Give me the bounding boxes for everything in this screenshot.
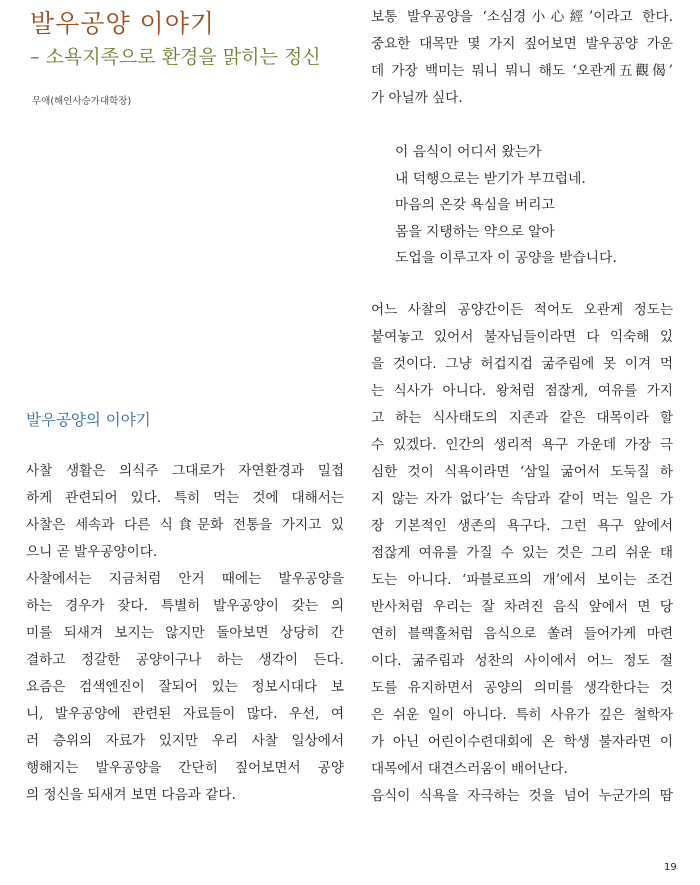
verse-line: 몸을 지탱하는 약으로 알아 [395,223,555,240]
body-line: 심한 것이 식욕이라면 ‘삼일 굶어서 도둑질 하 [371,464,673,480]
body-line: 중요한 대목만 몇 가지 짚어보면 발우공양 가운 [371,36,673,52]
body-line: 미를 되새겨 보지는 않지만 돌아보면 상당히 간 [26,625,344,641]
right-column-body [371,297,673,810]
body-line: 반사처럼 우리는 잘 차려진 음식 앞에서 면 당 [371,599,673,615]
body-line: 고 하는 식사태도의 지존과 같은 대목이라 할 [371,410,673,426]
body-line: 하는 경우가 잦다. 특별히 발우공양이 갖는 의 [26,598,344,614]
body-line: 행해지는 발우공양을 간단히 짚어보면서 공양 [26,760,344,776]
body-line: 어느 사찰의 공양간이든 적어도 오관게 정도는 [371,302,673,318]
verse-line: 이 음식이 어디서 왔는가 [395,144,542,160]
body-line: 하게 관련되어 있다. 특히 먹는 것에 대해서는 [26,490,344,506]
body-line: 러 층위의 자료가 있지만 우리 사찰 일상에서 [26,733,344,749]
article-subtitle: – 소욕지족으로 환경을 맑히는 정신 [30,46,321,68]
body-line: 수 있겠다. 인간의 생리적 욕구 가운데 가장 극 [371,437,673,453]
page-number: 19 [664,862,677,873]
body-line: 사찰에서는 지금처럼 안거 때에는 발우공양을 [26,571,344,587]
article-title: 발우공양 이야기 [30,9,215,38]
body-line: 으니 곧 발우공양이다. [26,544,158,560]
body-line: 은 쉬운 일이 아니다. 특히 사유가 깊은 철학자 [371,707,673,723]
section-heading: 발우공양의 이야기 [26,411,151,429]
body-line: 지 않는 자가 없다’는 속담과 같이 먹는 일은 가 [371,491,673,507]
verse-block [395,139,675,272]
body-line: 이다. 굶주림과 성찬의 사이에서 어느 정도 절 [371,653,673,669]
body-line: 가 아닐까 싶다. [371,90,463,106]
author-credit: 무애(해인사승가대학장) [32,96,132,107]
body-line: 도를 유지하면서 공양의 의미를 생각한다는 것 [371,680,673,696]
body-line: 데 가장 백미는 뭐니 뭐니 해도 ‘오관게五觀偈’ [371,63,673,79]
verse-line: 마음의 온갖 욕심을 버리고 [395,197,555,213]
body-line: 가 아닌 어린이수련대회에 온 학생 불자라면 이 [371,734,673,750]
body-line: 사찰 생활은 의식주 그대로가 자연환경과 밀접 [26,463,344,479]
body-line: 사찰은 세속과 다른 식食문화 전통을 가지고 있 [26,517,344,533]
body-line: 을 것이다. 그냥 허겁지겁 굶주림에 못 이겨 먹 [371,356,673,372]
body-line: 요즘은 검색엔진이 잘되어 있는 정보시대다 보 [26,679,344,695]
body-line: 니, 발우공양에 관련된 자료들이 많다. 우선, 여 [26,706,344,722]
body-line: 의 정신을 되새겨 보면 다음과 같다. [26,787,236,803]
body-line: 도는 아니다. ‘파블로프의 개’에서 보이는 조건 [371,572,673,588]
body-line: 연히 블랙홀처럼 음식으로 쏠려 들어가게 마련 [371,626,673,642]
body-line: 붙여놓고 있어서 불자님들이라면 다 익숙해 있 [371,329,673,345]
body-line: 대목에서 대견스러움이 배어난다. [371,761,568,777]
body-line: 는 식사가 아니다. 왕처럼 점잖게, 여유를 가지 [371,383,673,399]
body-line: 점잖게 여유를 가질 수 있는 것은 그리 쉬운 태 [371,545,673,561]
body-line: 음식이 식욕을 자극하는 것을 넘어 누군가의 땀 [371,788,673,804]
verse-line: 내 덕행으로는 받기가 부끄럽네. [395,170,586,187]
left-column-body [26,458,344,809]
verse-line: 도업을 이루고자 이 공양을 받습니다. [395,250,617,266]
right-column-intro [371,4,673,112]
body-line: 보통 발우공양을 ‘소심경小心經’이라고 한다. [371,9,673,25]
body-line: 장 기본적인 생존의 욕구다. 그런 욕구 앞에서 [371,518,673,534]
body-line: 결하고 정갈한 공양이구나 하는 생각이 든다. [26,652,344,668]
